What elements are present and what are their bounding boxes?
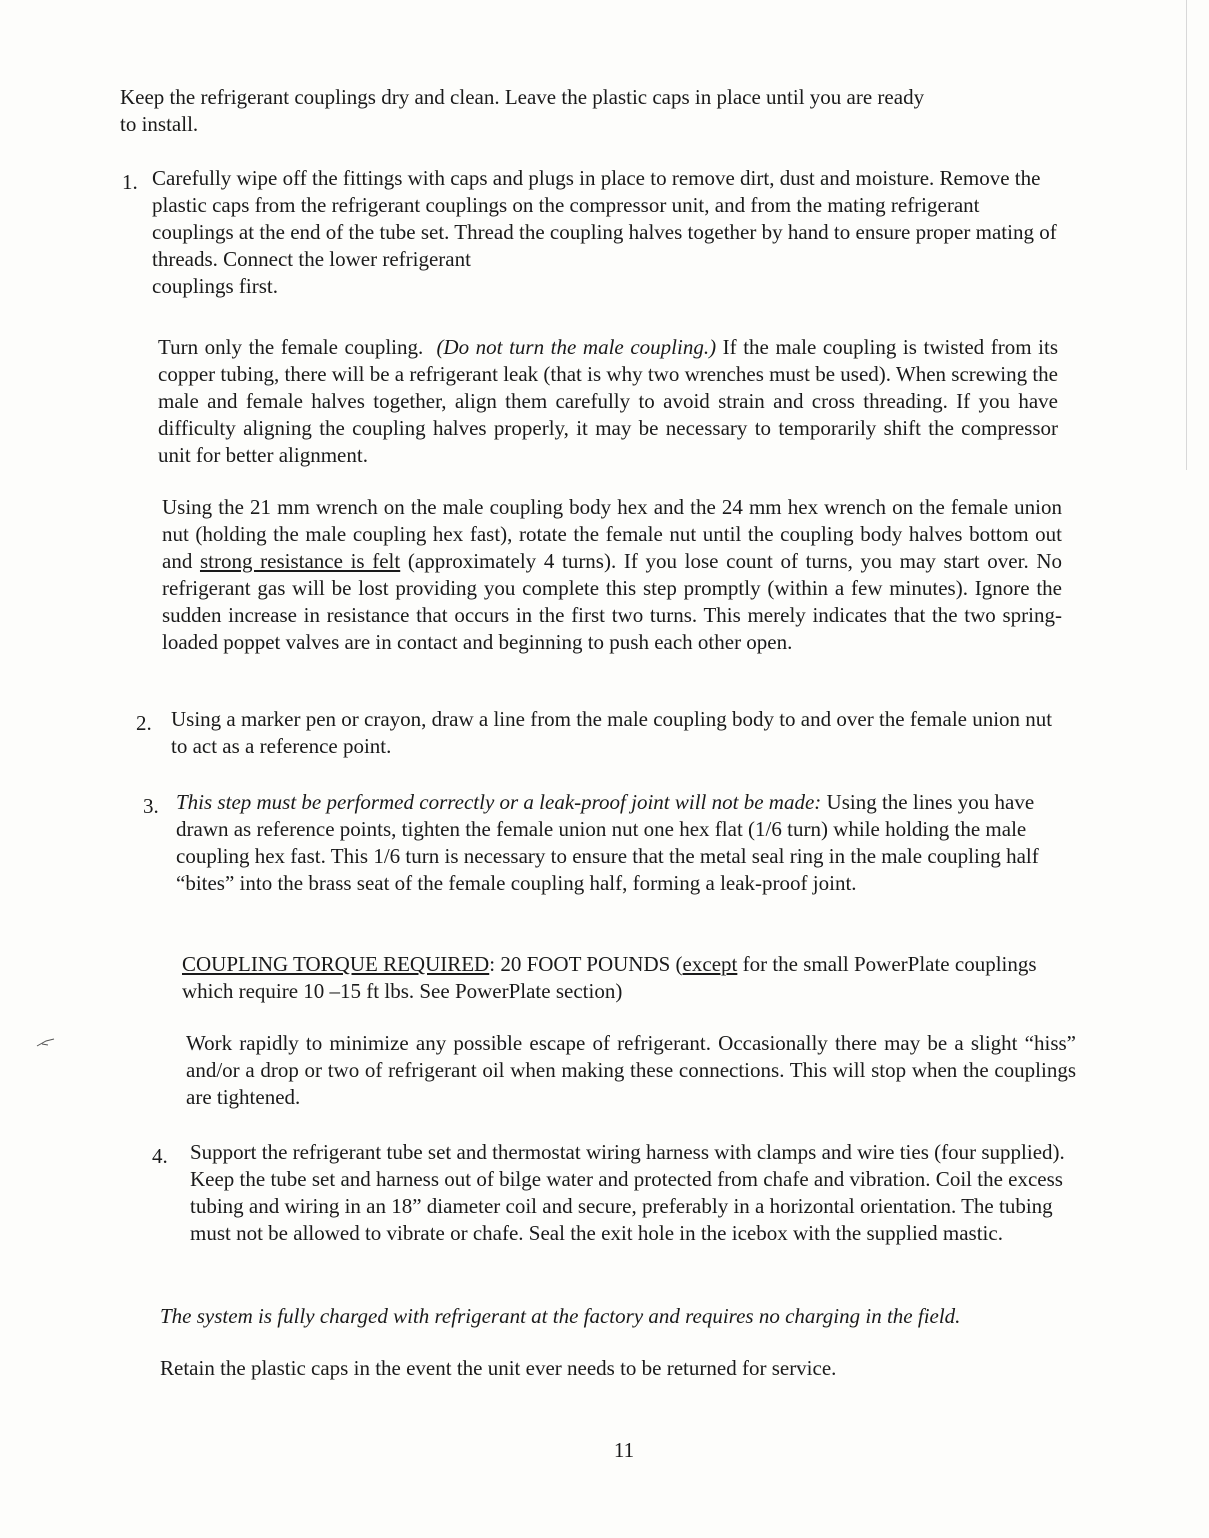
step-1-text: Carefully wipe off the fittings with caps and plugs in place to remove dirt, dust and moisture. Remove the plastic caps from the refrigerant couplings on the compressor unit, and from the mating refrigerant couplings at the end of the tube set. Thread the coupling halves together by hand to ensure proper mating of threads. Connect the lower refrigerant couplings first.	[152, 166, 1057, 298]
step-3-body	[176, 789, 1068, 897]
intro-paragraph	[120, 84, 1060, 138]
wrench-paragraph	[162, 494, 1062, 656]
wrench-text-a: Using the 21 mm wrench on the male coupling body hex and the 24 mm hex wrench on the female union nut (holding the male coupling hex fast), rotate the female nut until the coupling body halves bottom out and	[162, 495, 1062, 573]
retain-caps-note: Retain the plastic caps in the event the unit ever needs to be returned for service.	[160, 1356, 837, 1380]
turn-text-a: Turn only the female coupling.	[158, 335, 424, 359]
scan-mark	[36, 1036, 58, 1048]
turn-text-b: If the male coupling is twisted from its copper tubing, there will be a refrigerant leak (that is why two wrenches must be used). When screwing the male and female halves together, align them carefully to avoid strain and cross threading. If you have difficulty aligning the coupling halves properly, it may be necessary to temporarily shift the compressor unit for better alignment.	[158, 335, 1059, 467]
turn-italic-note: (Do not turn the male coupling.)	[436, 335, 717, 359]
turn-female-paragraph	[158, 334, 1058, 469]
intro-line-2: to install.	[120, 112, 199, 136]
wrench-underlined: strong resistance is felt	[199, 549, 401, 573]
wrench-text-b: (approximately 4 turns). If you lose count of turns, you may start over. No refrigerant gas will be lost providing you complete this step promptly (within a few minutes). Ignore the sudden increase in resistance that occurs in the first two turns. This merely indicates that the two spring-loaded poppet valves are in contact and beginning to push each other open.	[162, 549, 1063, 654]
step-4-number: 4.	[152, 1144, 168, 1168]
page-number: 11	[613, 1438, 635, 1462]
step-2-number: 2.	[136, 711, 152, 735]
work-rapidly-text: Work rapidly to minimize any possible escape of refrigerant. Occasionally there may be a slight “hiss” and/or a drop or two of refrigerant oil when making these connections. This will stop when the couplings are tightened.	[186, 1031, 1076, 1109]
step-4-text: Support the refrigerant tube set and thermostat wiring harness with clamps and wire ties (four supplied). Keep the tube set and harness out of bilge water and protected from chafe and vibration. Coil the excess tubing and wiring in an 18” diameter coil and secure, preferably in a horizontal orientation. The tubing must not be allowed to vibrate or chafe. Seal the exit hole in the icebox with the supplied mastic.	[190, 1140, 1065, 1245]
step-3-italic-warning: This step must be performed correctly or a leak-proof joint will not be made:	[176, 790, 822, 814]
step-1-number: 1.	[122, 170, 138, 194]
step-1-body	[152, 165, 1064, 300]
step-3-text: Using the lines you have drawn as reference points, tighten the female union nut one hex flat (1/6 turn) while holding the male coupling hex fast. This 1/6 turn is necessary to ensure that the metal seal ring in the male coupling half “bites” into the brass seat of the female coupling half, forming a leak-proof joint.	[176, 790, 1039, 895]
torque-label: COUPLING TORQUE REQUIRED	[182, 952, 490, 976]
step-2-text: Using a marker pen or crayon, draw a line from the male coupling body to and over the female union nut to act as a reference point.	[171, 707, 1053, 758]
work-rapidly-paragraph	[186, 1030, 1076, 1111]
step-3-number: 3.	[143, 794, 159, 818]
scan-edge-line	[1186, 0, 1187, 470]
torque-text-b: for the small PowerPlate couplings which require 10 –15 ft lbs. See PowerPlate section)	[182, 952, 1037, 1003]
step-2-body	[171, 706, 1071, 760]
torque-text-a: : 20 FOOT POUNDS (	[489, 952, 683, 976]
intro-line-1: Keep the refrigerant couplings dry and clean. Leave the plastic caps in place until you are ready	[120, 85, 925, 109]
step-4-body	[190, 1139, 1076, 1247]
torque-paragraph	[182, 951, 1082, 1005]
torque-except: except	[682, 952, 738, 976]
system-charged-note: The system is fully charged with refrigerant at the factory and requires no charging in the field.	[160, 1304, 961, 1328]
